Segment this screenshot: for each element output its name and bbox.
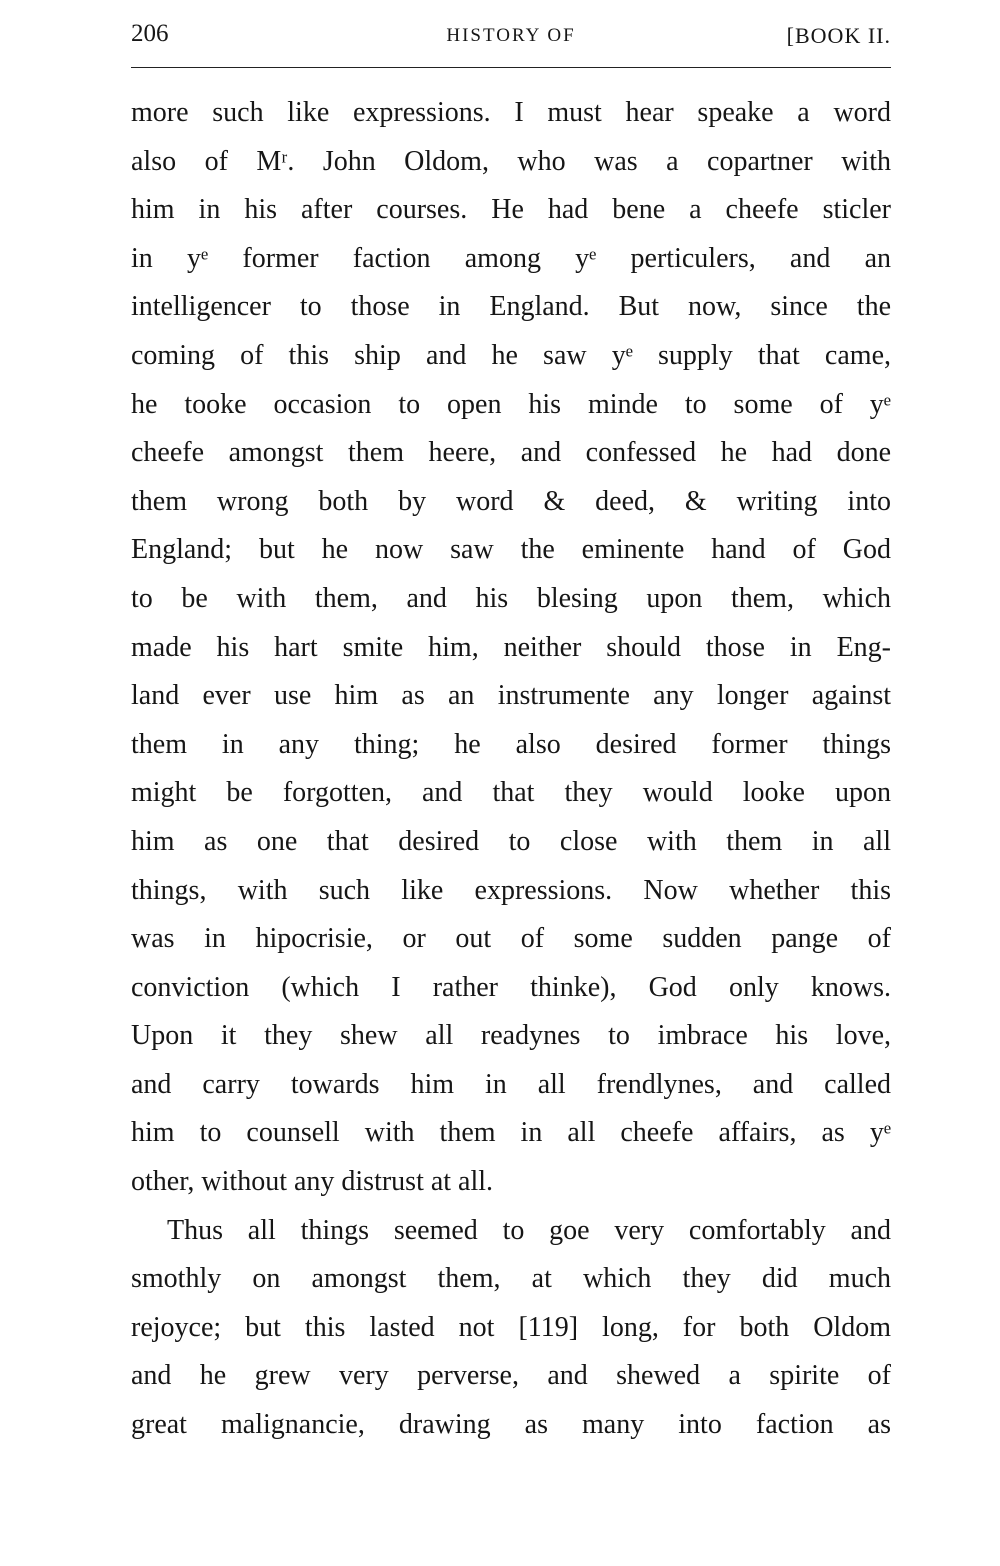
text-line: Upon it they shew all readynes to imbrace his love, (131, 1020, 891, 1052)
text-line: smothly on amongst them, at which they did much (131, 1263, 891, 1295)
text-line: them wrong both by word & deed, & writing into (131, 485, 891, 517)
text-line: land ever use him as an instrumente any longer against (131, 680, 891, 712)
text-line: conviction (which I rather thinke), God only knows. (131, 971, 891, 1003)
text-line: in yᵉ former faction among yᵉ perticulers, and an (131, 242, 891, 274)
text-line: to be with them, and his blesing upon them, which (131, 582, 891, 614)
text-line: rejoyce; but this lasted not [119] long, for both Oldom (131, 1311, 891, 1343)
paragraph-2 (131, 1207, 891, 1450)
body-text (131, 89, 891, 1450)
text-line: things, with such like expressions. Now whether this (131, 874, 891, 906)
text-line: might be forgotten, and that they would looke upon (131, 777, 891, 809)
text-line: coming of this ship and he saw yᵉ supply that came, (131, 339, 891, 371)
paragraph-1 (131, 89, 891, 1207)
header-rule (131, 67, 891, 68)
text-line: cheefe amongst them heere, and confessed he had done (131, 437, 891, 469)
text-line: him as one that desired to close with them in all (131, 825, 891, 857)
running-title: HISTORY OF (446, 25, 576, 46)
text-line: more such like expressions. I must hear speake a word (131, 97, 891, 128)
text-line: other, without any distrust at all. (131, 1166, 494, 1198)
text-line: England; but he now saw the eminente hand of God (131, 534, 891, 566)
page-header (131, 18, 891, 50)
text-line: he tooke occasion to open his minde to some of yᵉ (131, 388, 891, 420)
book-label: [BOOK II. (786, 23, 891, 48)
text-line: him in his after courses. He had bene a cheefe sticler (131, 194, 891, 226)
text-line: and he grew very perverse, and shewed a spirite of (131, 1360, 891, 1392)
page-number: 206 (131, 20, 169, 47)
text-line: them in any thing; he also desired former things (131, 728, 891, 760)
text-line: also of Mʳ. John Oldom, who was a copartner with (131, 145, 891, 177)
text-line: Thus all things seemed to goe very comfortably and (167, 1214, 891, 1246)
text-line: and carry towards him in all frendlynes, and called (131, 1068, 891, 1100)
text-line: made his hart smite him, neither should those in Eng- (131, 631, 891, 663)
text-line: was in hipocrisie, or out of some sudden pange of (131, 923, 891, 955)
text-line: him to counsell with them in all cheefe affairs, as yᵉ (131, 1117, 891, 1149)
text-line: great malignancie, drawing as many into faction as (131, 1409, 891, 1441)
text-line: intelligencer to those in England. But now, since the (131, 291, 891, 323)
